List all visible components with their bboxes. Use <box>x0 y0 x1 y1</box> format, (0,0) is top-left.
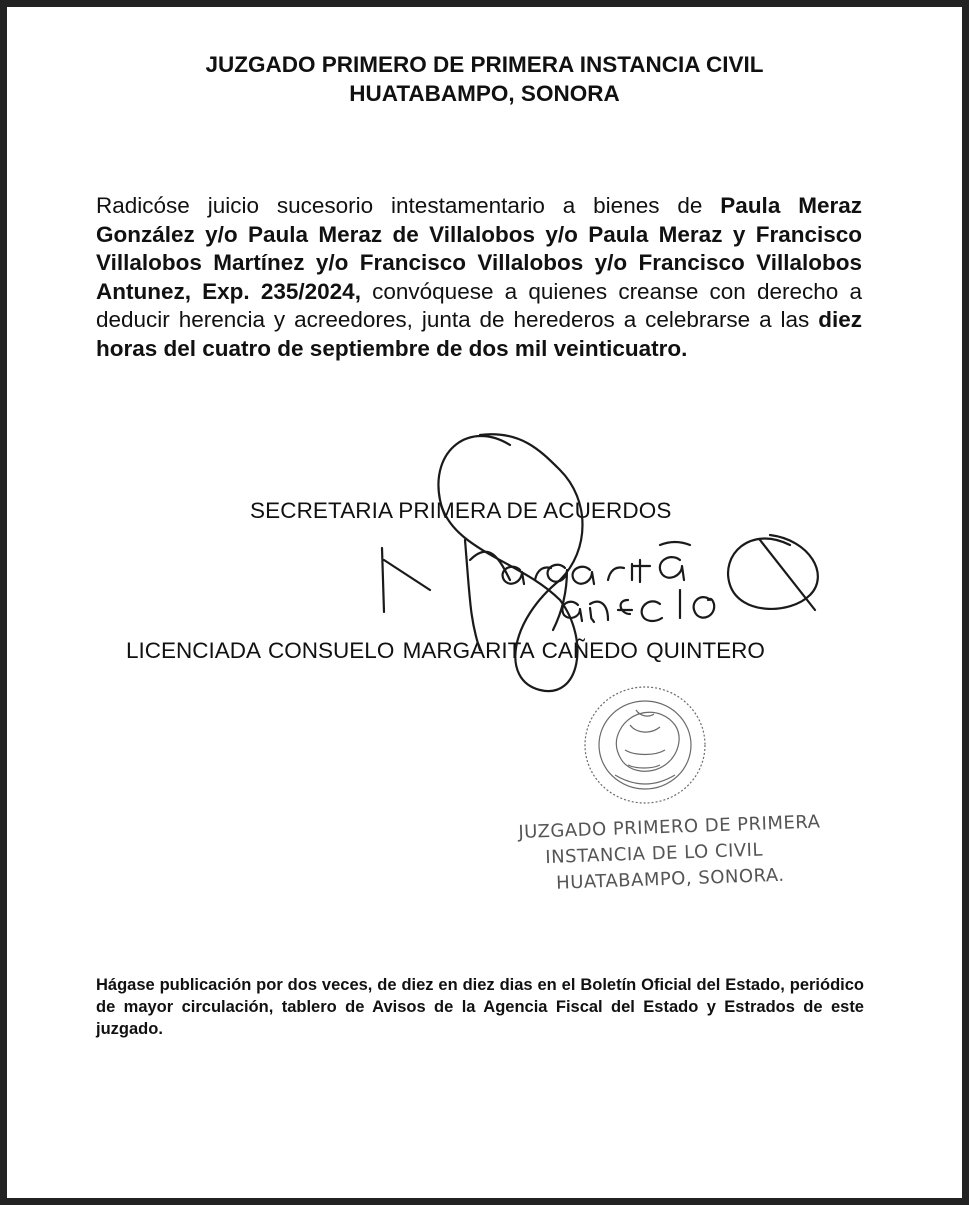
signatory-office: SECRETARIA PRIMERA DE ACUERDOS <box>250 498 672 523</box>
publication-note: Hágase publicación por dos veces, de diez en diez dias en el Boletín Oficial del Estado, periódico de mayor circulación, tablero de Avisos de la Agencia Fiscal del Estado y Estrados de este juzgado. <box>96 976 864 1038</box>
court-header <box>0 50 969 108</box>
edict-text-1: Radicóse juicio sucesorio intestamentario a bienes de <box>96 193 721 218</box>
court-header-line1: JUZGADO PRIMERO DE PRIMERA INSTANCIA CIVIL <box>205 52 764 77</box>
court-stamp <box>518 809 823 897</box>
edict-text-2: convóquese a quienes creanse con derecho a deducir herencia y acreedores, junta de herederos a celebrarse a las <box>96 278 862 332</box>
stamp-line1: JUZGADO PRIMERO DE PRIMERA <box>518 811 821 843</box>
stamp-line2: INSTANCIA DE LO CIVIL <box>544 839 764 869</box>
edict-parties: Paula Meraz González y/o Paula Meraz de Villalobos y/o Paula Meraz y Francisco Villalobos Martínez y/o Francisco Villalobos y/o Francisco Villalobos Antunez, Exp. 235/2024, <box>96 193 862 304</box>
coat-of-arms-icon <box>570 680 720 810</box>
edict-hearing-date: diez horas del cuatro de septiembre de dos mil veinticuatro. <box>96 307 862 361</box>
stamp-line3: HUATABAMPO, SONORA. <box>555 864 785 894</box>
edict-paragraph <box>96 192 862 363</box>
signatory-name: LICENCIADA CONSUELO MARGARITA CAÑEDO QUINTERO <box>126 638 765 663</box>
court-header-line2: HUATABAMPO, SONORA <box>349 81 620 106</box>
